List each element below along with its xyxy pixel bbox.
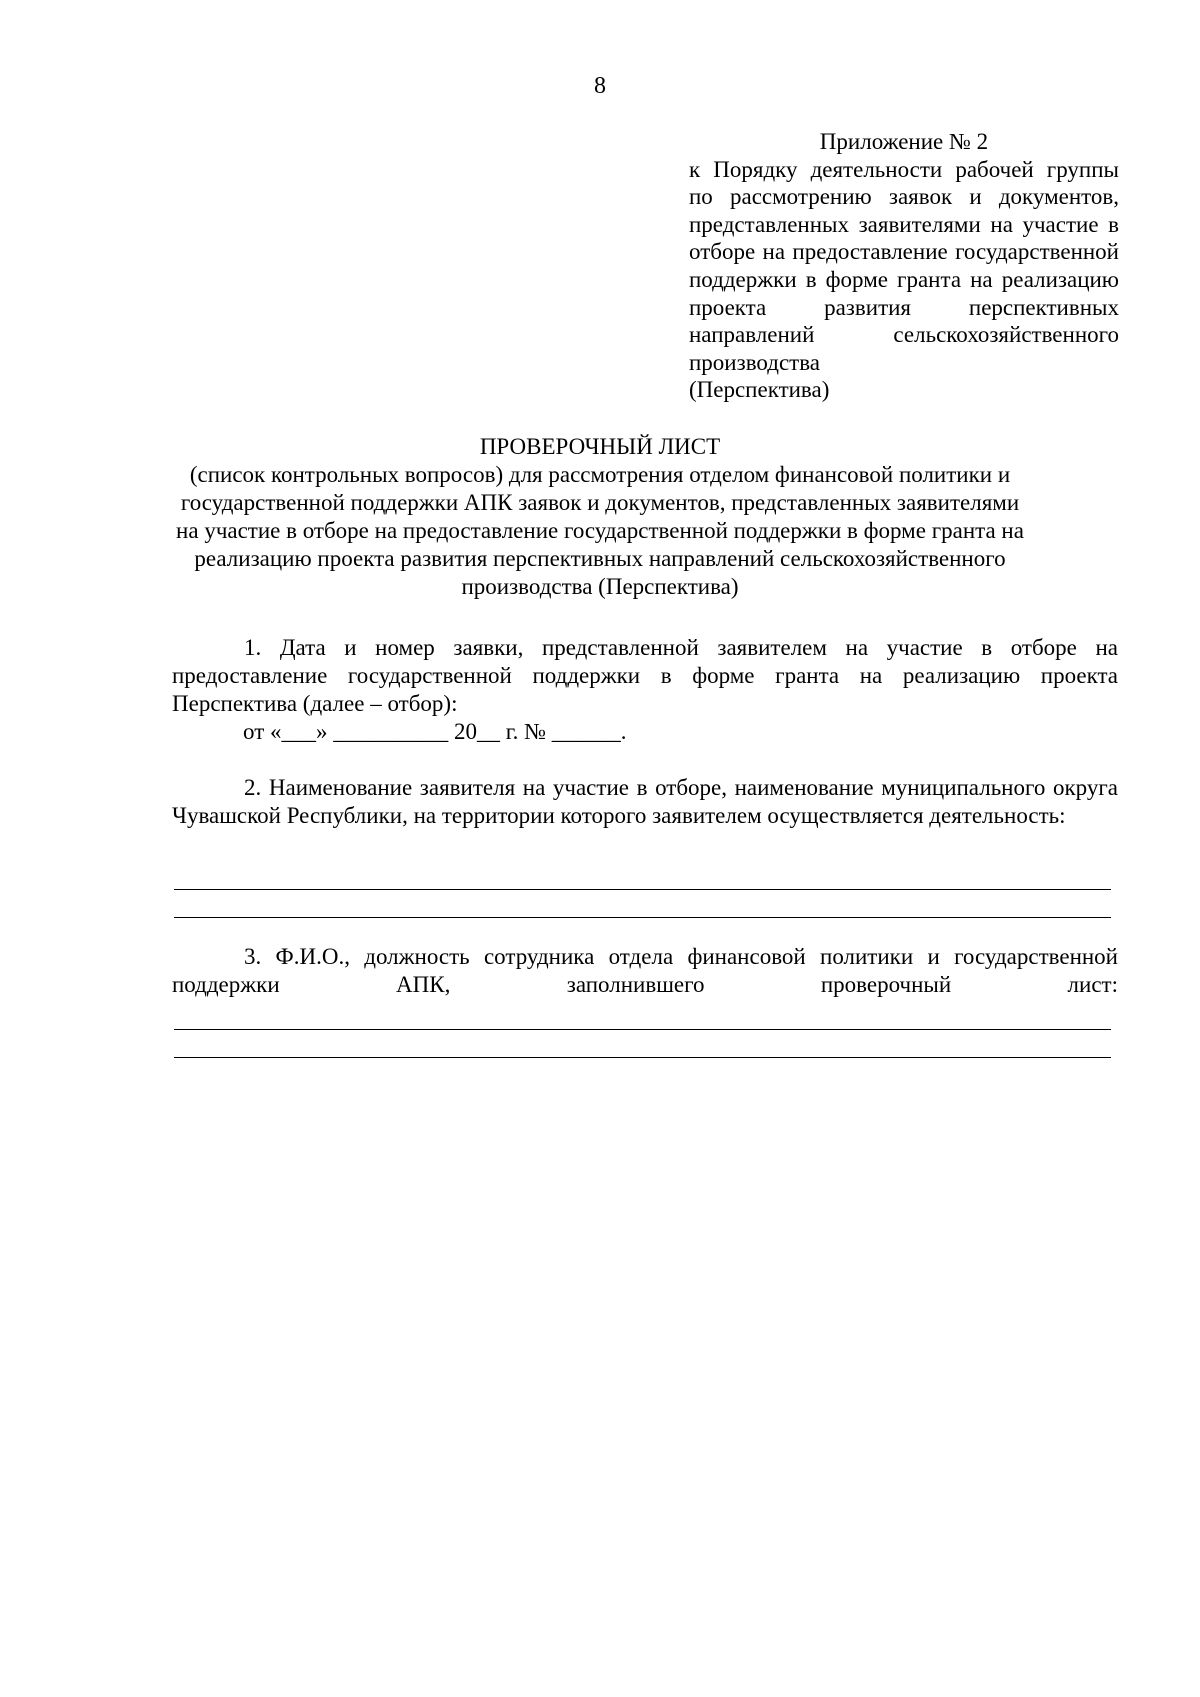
section-1 [172,634,1118,718]
date-number-field[interactable]: от «___» __________ 20__ г. № ______. [243,719,627,744]
section-1-text: 1. Дата и номер заявки, представленной заявителем на участие в отборе на предоставление государственной поддержки в форме гранта на реализацию проекта Перспектива (далее – отбор): [172,635,1118,716]
applicant-fill-line-2[interactable] [174,917,1111,918]
section-2 [172,774,1118,830]
form-subtitle: (список контрольных вопросов) для рассмотрения отделом финансовой политики и государственной поддержки АПК заявок и документов, представленных заявителями на участие в отборе на предоставление государственной поддержки в форме гранта на реализацию проекта развития перспективных направлений сельскохозяйственного производства (Перспектива) [176,462,1024,599]
appendix-last-line: (Перспектива) [689,377,830,403]
appendix-title: Приложение № 2 [819,129,989,154]
section-3-text: 3. Ф.И.О., должность сотрудника отдела финансовой политики и государственной поддержки АПК, заполнившего проверочный лист: [172,944,1118,997]
form-title: ПРОВЕРОЧНЫЙ ЛИСТ [479,434,721,459]
section-2-text: 2. Наименование заявителя на участие в отборе, наименование муниципального округа Чувашской Республики, на территории которого заявителем осуществляется деятельность: [172,775,1118,828]
appendix-body: к Порядку деятельности рабочей группы по рассмотрению заявок и документов, представленных заявителями на участие в отборе на предоставление государственной поддержки в форме гранта на реализацию проекта развития перспективных направлений сельскохозяйственного производства [689,156,1119,375]
employee-fill-line-1[interactable] [174,1029,1111,1030]
section-3 [172,943,1118,999]
employee-fill-line-2[interactable] [174,1057,1111,1058]
appendix-block [689,128,1119,404]
page-number: 8 [594,73,606,99]
applicant-fill-line-1[interactable] [174,889,1111,890]
